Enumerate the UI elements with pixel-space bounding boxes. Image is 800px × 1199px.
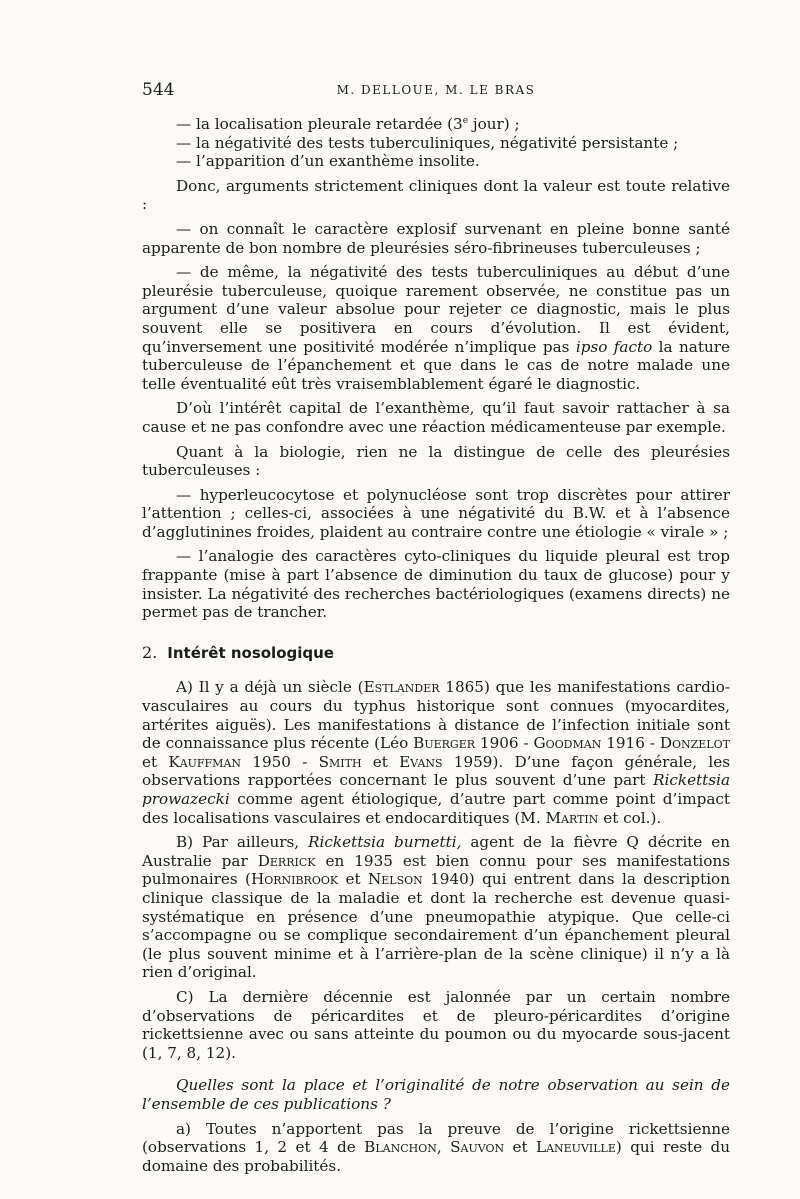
section-title: Intérêt nosologique — [167, 643, 334, 662]
paragraph: A) Il y a déjà un siècle (Estlander 1865) que les manifestations cardio-vasculaires au cours du typhus historique sont connues (myocardites, artérites aiguës). Les manifestations à distance de l’infection initiale sont de connaissance plus récente (Léo Buerger 1906 - Goodman 1916 - Donzelot et Kauffman 1950 - Smith et Evans 1959). D’une façon générale, les observations rapportées concernant le plus souvent d’une part Rickettsia prowazecki comme agent étiologique, d’autre part comme point d’impact des localisations vasculaires et endocarditiques (M. Martin et col.). — [142, 678, 731, 827]
paragraph: — hyperleucocytose et polynucléose sont trop discrètes pour attirer l’attention ; celles-ci, associées à une négativité du B.W. et à l’absence d’agglutinines froides, plaident au contraire contre une étiologie « virale » ; — [142, 485, 730, 541]
paragraph: — l’analogie des caractères cyto-cliniques du liquide pleural est trop frappante (mise à part l’absence de diminution du taux de glucose) pour y insister. La négativité des recherches bactériologiques (examens directs) ne permet pas de trancher. — [142, 547, 730, 622]
paragraph: — la localisation pleurale retardée (3e jour) ; — [176, 115, 520, 133]
section-number: 2. — [142, 642, 158, 662]
paragraph: Donc, arguments strictement cliniques dont la valeur est toute relative : — [142, 176, 730, 214]
paragraph: — de même, la négativité des tests tuberculiniques au début d’une pleurésie tuberculeuse, quoique rarement observée, ne constitue pas un argument d’une valeur absolue pour rejeter ce diagnostic, mais le plus souvent elle se positivera en cours d’évolution. Il est évident, qu’inversement une positivité modérée n’implique pas ipso facto la nature tuberculeuse de l’épanchement et que dans le cas de notre malade une telle éventualité eût très vraisemblablement égaré le diagnostic. — [142, 263, 730, 393]
paragraph: B) Par ailleurs, Rickettsia burnetti, agent de la fièvre Q décrite en Australie par Derrick en 1935 est bien connu pour ses manifestations pulmonaires (Hornibrook et Nelson 1940) qui entrent dans la description clinique classique de la maladie et dont la recherche est devenue quasi-systématique en présence d’une pneumopathie atypique. Que celle-ci s’accompagne ou se complique secondairement d’un épanchement pleural (le plus souvent minime et à l’arrière-plan de la scène clinique) il n’y a là rien d’original. — [142, 833, 731, 982]
paragraph: C) La dernière décennie est jalonnée par un certain nombre d’observations de péricardites et de pleuro-péricardites d’origine rickettsienne avec ou sans atteinte du poumon ou du myocarde sous-jacent (1, 7, 8, 12). — [142, 987, 730, 1062]
page-header — [142, 80, 730, 104]
paragraph: — la négativité des tests tuberculiniques, négativité persistante ; — [176, 133, 679, 152]
page-number: 544 — [142, 80, 175, 100]
paragraph: Quelles sont la place et l’originalité de notre observation au sein de l’ensemble de ces publications ? — [142, 1076, 730, 1113]
paragraph: a) Toutes n’apportent pas la preuve de l’origine rickettsienne (observations 1, 2 et 4 de Blanchon, Sauvon et Laneuville) qui reste du domaine des probabilités. — [142, 1119, 731, 1175]
section-heading — [142, 644, 730, 663]
paragraph: — l’apparition d’un exanthème insolite. — [176, 152, 480, 171]
paragraph: Quant à la biologie, rien ne la distingue de celle des pleurésies tuberculeuses : — [142, 442, 730, 480]
body-text — [142, 115, 730, 1181]
paragraph: D’où l’intérêt capital de l’exanthème, qu’il faut savoir rattacher à sa cause et ne pas confondre avec une réaction médicamenteuse par exemple. — [142, 399, 730, 436]
paragraph: — on connaît le caractère explosif survenant en pleine bonne santé apparente de bon nombre de pleurésies séro-fibrineuses tuberculeuses ; — [142, 219, 730, 257]
running-head: M. DELLOUE, M. LE BRAS — [336, 83, 536, 97]
